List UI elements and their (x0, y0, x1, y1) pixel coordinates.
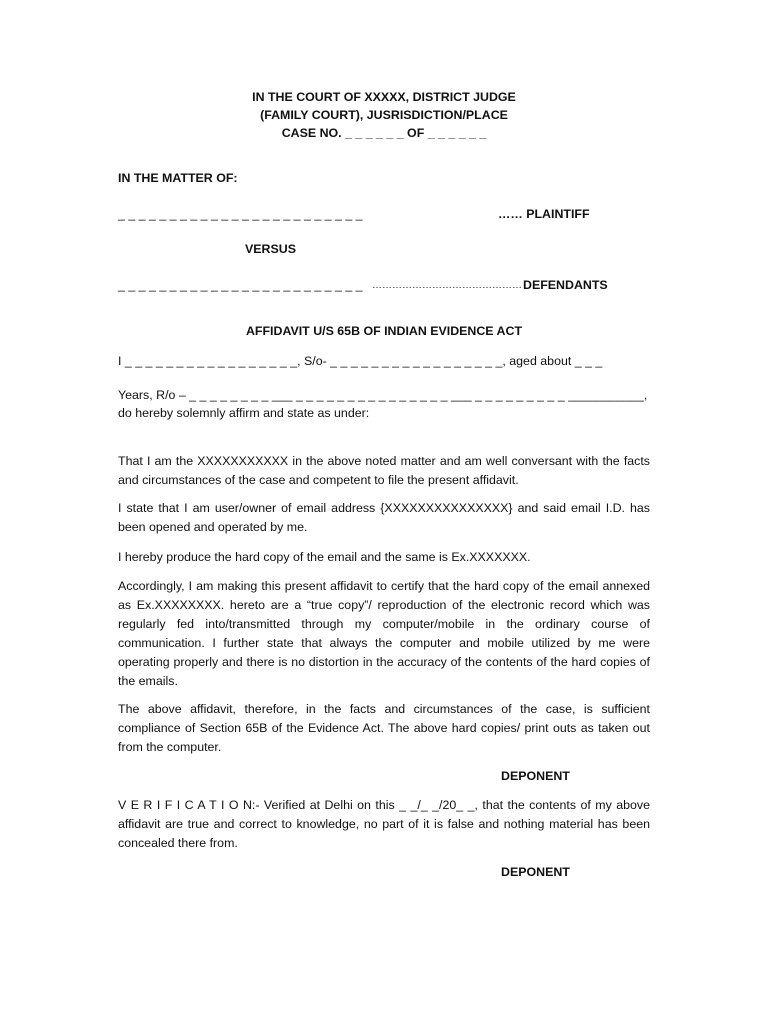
deponent-intro-line1: I _ _ _ _ _ _ _ _ _ _ _ _ _ _ _ _ _, S/o- _ _ _ _ _ _ _ _ _ _ _ _ _ _ _ _ _, aged about _ _ _ (118, 354, 603, 368)
deponent-intro-line3: do hereby solemnly affirm and state as under: (118, 406, 370, 420)
matter-label: IN THE MATTER OF: (118, 171, 238, 185)
case-number-line: CASE NO. _ _ _ _ _ _ OF _ _ _ _ _ _ (281, 126, 487, 140)
paragraph-3: I hereby produce the hard copy of the email and the same is Ex.XXXXXXX. (118, 550, 531, 564)
paragraph-5: The above affidavit, therefore, in the facts and circumstances of the case, is sufficient compliance of Section 65B of the Evidence Act. The above hard copies/ print outs as taken out from the computer. (118, 702, 650, 754)
deponent-intro-line2: Years, R/o – _ _ _ _ _ _ _ _ ___ _ _ _ _ _ _ _ _ _ _ _ _ _ _ _ ___ _ _ _ _ _ _ _ _ _ ___________, (118, 388, 648, 402)
plaintiff-label: …… PLAINTIFF (498, 207, 590, 221)
affidavit-title: AFFIDAVIT U/S 65B OF INDIAN EVIDENCE ACT (245, 324, 523, 338)
paragraph-1: That I am the XXXXXXXXXXX in the above noted matter and am well conversant with the facts and circumstances of the case and competent to file the present affidavit. (118, 454, 650, 487)
defendant-dots: ……………………………………… (372, 280, 522, 291)
court-heading-line2: (FAMILY COURT), JUSRISDICTION/PLACE (260, 108, 508, 122)
versus-label: VERSUS (245, 242, 296, 256)
court-heading-line1: IN THE COURT OF XXXXX, DISTRICT JUDGE (252, 90, 516, 104)
defendants-label: DEFENDANTS (523, 278, 608, 292)
verification-paragraph: V E R I F I C A T I O N:- Verified at Delhi on this _ _/_ _/20_ _, that the contents of my above affidavit are true and correct to knowledge, no part of it is false and nothing material has been concealed there from. (118, 798, 650, 850)
deponent-signature-label-2: DEPONENT (501, 865, 570, 879)
plaintiff-name-blank: _ _ _ _ _ _ _ _ _ _ _ _ _ _ _ _ _ _ _ _ _ _ _ _ (118, 207, 363, 221)
defendant-name-blank: _ _ _ _ _ _ _ _ _ _ _ _ _ _ _ _ _ _ _ _ _ _ _ _ (118, 278, 363, 292)
paragraph-4: Accordingly, I am making this present affidavit to certify that the hard copy of the email annexed as Ex.XXXXXXXX. hereto are a “true copy”/ reproduction of the electronic record which was regularly fed into/transmitted through my computer/mobile in the ordinary course of communication. I further state that always the computer and mobile utilized by me were operating properly and there is no distortion in the accuracy of the contents of the hard copies of the emails. (118, 579, 650, 688)
paragraph-2: I state that I am user/owner of email address {XXXXXXXXXXXXXXX} and said email I.D. has been opened and operated by me. (118, 501, 650, 534)
deponent-signature-label-1: DEPONENT (501, 769, 570, 783)
